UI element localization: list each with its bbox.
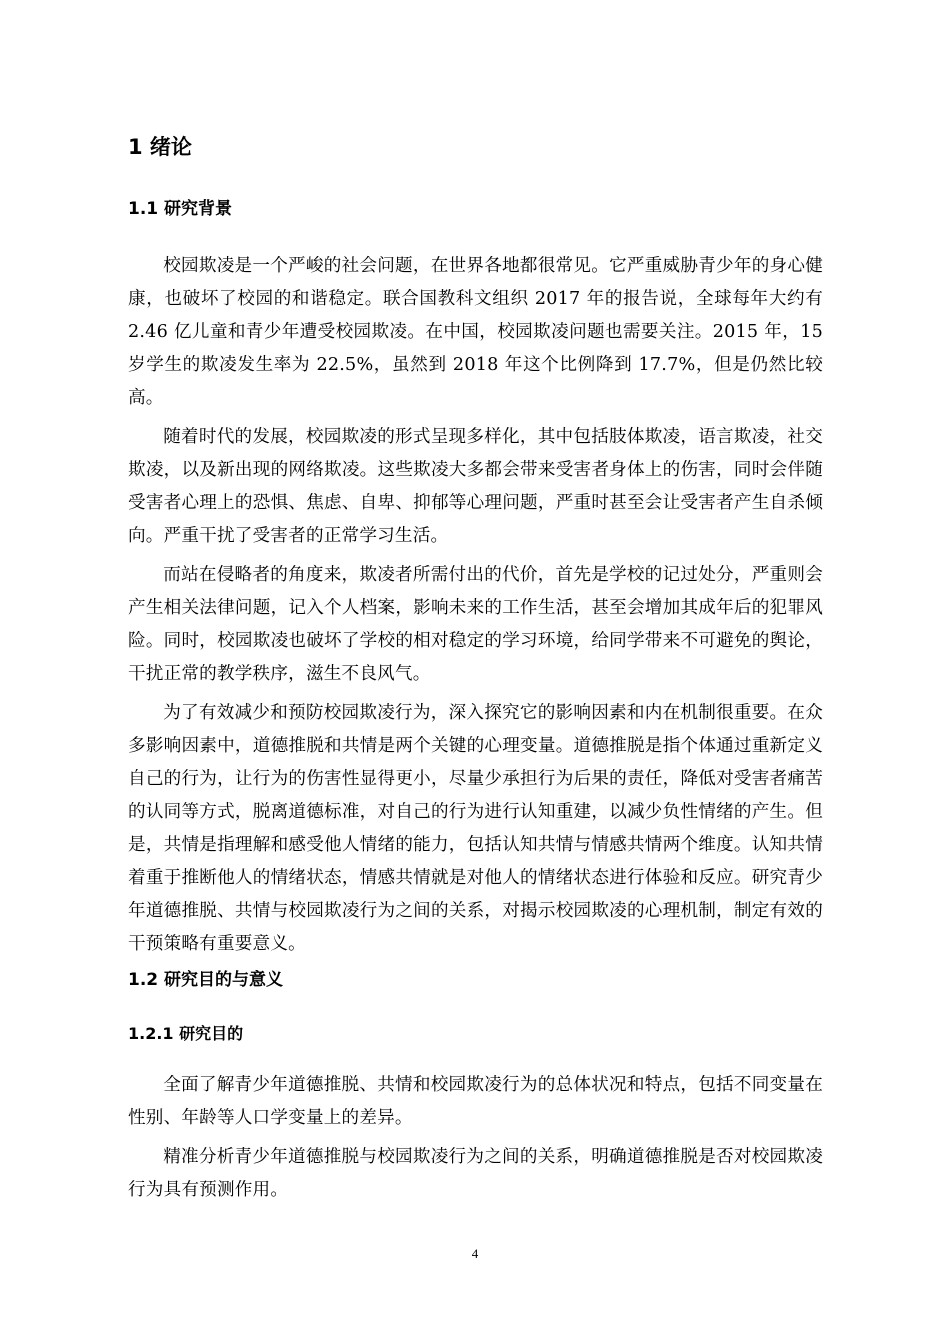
section-heading-1-1: 1.1 研究背景	[128, 199, 233, 219]
page-number: 4	[471, 1246, 479, 1261]
subsection-heading-1-2-1: 1.2.1 研究目的	[128, 1024, 244, 1043]
chapter-heading: 1 绪论	[128, 135, 192, 159]
paragraph: 精准分析青少年道德推脱与校园欺凌行为之间的关系，明确道德推脱是否对校园欺凌行为具有预测作用。	[128, 1147, 823, 1200]
paragraph: 校园欺凌是一个严峻的社会问题，在世界各地都很常见。它严重威胁青少年的身心健康，也破坏了校园的和谐稳定。联合国教科文组织 2017 年的报告说，全球每年大约有 2.46 亿儿童和青少年遭受校园欺凌。在中国，校园欺凌问题也需要关注。2015 年，15 岁学生的欺凌发生率为 22.5%，虽然到 2018 年这个比例降到 17.7%，但是仍然比较高。	[128, 256, 823, 408]
paragraph: 为了有效减少和预防校园欺凌行为，深入探究它的影响因素和内在机制很重要。在众多影响因素中，道德推脱和共情是两个关键的心理变量。道德推脱是指个体通过重新定义自己的行为，让行为的伤害性显得更小，尽量少承担行为后果的责任，降低对受害者痛苦的认同等方式，脱离道德标准，对自己的行为进行认知重建，以减少负性情绪的产生。但是，共情是指理解和感受他人情绪的能力，包括认知共情与情感共情两个维度。认知共情着重于推断他人的情绪状态，情感共情就是对他人的情绪状态进行体验和反应。研究青少年道德推脱、共情与校园欺凌行为之间的关系，对揭示校园欺凌的心理机制，制定有效的干预策略有重要意义。	[128, 703, 823, 954]
paragraph: 随着时代的发展，校园欺凌的形式呈现多样化，其中包括肢体欺凌，语言欺凌，社交欺凌，以及新出现的网络欺凌。这些欺凌大多都会带来受害者身体上的伤害，同时会伴随受害者心理上的恐惧、焦虑、自卑、抑郁等心理问题，严重时甚至会让受害者产生自杀倾向。严重干扰了受害者的正常学习生活。	[128, 427, 823, 546]
paragraph: 而站在侵略者的角度来，欺凌者所需付出的代价，首先是学校的记过处分，严重则会产生相关法律问题，记入个人档案，影响未来的工作生活，甚至会增加其成年后的犯罪风险。同时，校园欺凌也破坏了学校的相对稳定的学习环境，给同学带来不可避免的舆论，干扰正常的教学秩序，滋生不良风气。	[128, 565, 823, 684]
paragraph: 全面了解青少年道德推脱、共情和校园欺凌行为的总体状况和特点，包括不同变量在性别、年龄等人口学变量上的差异。	[128, 1075, 823, 1128]
section-heading-1-2: 1.2 研究目的与意义	[128, 970, 284, 990]
page-content	[128, 132, 823, 1213]
